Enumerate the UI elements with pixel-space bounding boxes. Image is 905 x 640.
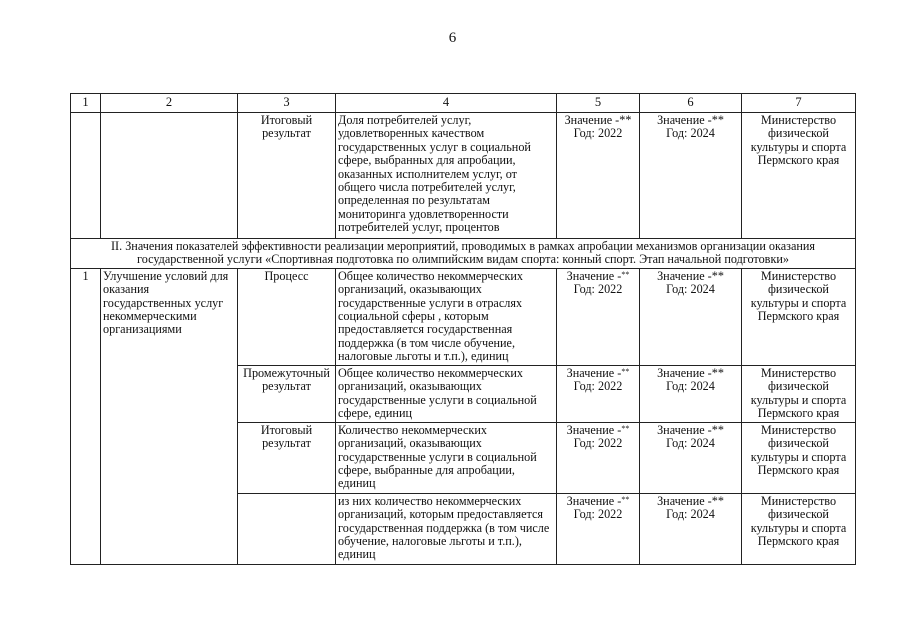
- row-indicator: Количество некоммерческих организаций, оказывающих государственные услуги в социальной сфере, выбранные для апробации, единиц: [336, 422, 557, 493]
- value-year: Год: 2022: [573, 282, 623, 297]
- value-label: Значение -**: [564, 113, 632, 127]
- row-type: Процесс: [238, 268, 336, 365]
- row-indicator: Доля потребителей услуг, удовлетворенных качеством государственных услуг в социальной сфере, выбранных для апробации, оказанных исполнителем услуг, от общего числа потребителей услуг, определенная по результатам мониторинга удовлетворенности потребителей услуг, процентов: [336, 113, 557, 239]
- table-row: [71, 268, 856, 365]
- value-year: Год: 2024: [666, 436, 715, 451]
- value-2022-cell: [557, 422, 640, 493]
- value-year: Год: 2024: [666, 379, 715, 394]
- row-type: Итоговый результат: [238, 422, 336, 493]
- value-year: Год: 2024: [666, 282, 715, 297]
- responsible-ministry: Министерство физической культуры и спорта Пермского края: [742, 422, 856, 493]
- responsible-ministry: Министерство физической культуры и спорта Пермского края: [742, 268, 856, 365]
- section-row: [71, 239, 856, 269]
- value-year: Год: 2022: [573, 126, 623, 141]
- header-col-4: 4: [336, 94, 557, 113]
- value-footnote-mark: **: [621, 423, 630, 433]
- value-label: Значение -: [566, 422, 622, 437]
- value-2022-cell: [557, 268, 640, 365]
- value-year: Год: 2022: [573, 507, 623, 522]
- row-type: Итоговый результат: [238, 113, 336, 239]
- row-num-cell: [71, 113, 101, 239]
- header-col-7: 7: [742, 94, 856, 113]
- row-type: [238, 493, 336, 564]
- header-col-3: 3: [238, 94, 336, 113]
- value-label: Значение -: [566, 365, 622, 380]
- value-2024-cell: [640, 113, 742, 239]
- value-2024-cell: [640, 365, 742, 422]
- value-label: Значение -: [566, 493, 622, 508]
- group-number: 1: [71, 268, 101, 564]
- page-number: 6: [448, 30, 457, 46]
- value-label: Значение -**: [657, 422, 724, 437]
- value-label: Значение -**: [657, 113, 724, 127]
- group-name: Улучшение условий для оказания государственных услуг некоммерческими организациями: [101, 268, 238, 564]
- row-indicator: Общее количество некоммерческих организаций, оказывающих государственные услуги в отраслях социальной сферы , которым предоставляется государственная поддержка (в том числе обучение, налоговые льготы и т.п.), единиц: [336, 268, 557, 365]
- header-col-1: 1: [71, 94, 101, 113]
- value-year: Год: 2022: [573, 436, 623, 451]
- value-year: Год: 2024: [666, 126, 715, 141]
- section-title: II. Значения показателей эффективности реализации мероприятий, проводимых в рамках апробации механизмов организации оказания государственной услуги «Спортивная подготовка по олимпийским видам спорта: конный спорт. Этап начальной подготовки»: [71, 239, 856, 269]
- indicators-table: [70, 93, 856, 565]
- value-label: Значение -**: [657, 365, 724, 380]
- table-header-row: [71, 94, 856, 113]
- header-col-5: 5: [557, 94, 640, 113]
- table-row: [71, 113, 856, 239]
- value-footnote-mark: **: [621, 366, 630, 376]
- row-indicator: Общее количество некоммерческих организаций, оказывающих государственные услуги в социальной сфере, единиц: [336, 365, 557, 422]
- value-label: Значение -**: [657, 268, 724, 283]
- value-year: Год: 2024: [666, 507, 715, 522]
- header-col-6: 6: [640, 94, 742, 113]
- value-footnote-mark: **: [621, 494, 630, 504]
- responsible-ministry: Министерство физической культуры и спорта Пермского края: [742, 113, 856, 239]
- responsible-ministry: Министерство физической культуры и спорта Пермского края: [742, 365, 856, 422]
- value-2022-cell: [557, 113, 640, 239]
- value-2024-cell: [640, 493, 742, 564]
- header-col-2: 2: [101, 94, 238, 113]
- row-name-cell: [101, 113, 238, 239]
- row-type: Промежуточный результат: [238, 365, 336, 422]
- value-2024-cell: [640, 268, 742, 365]
- value-2022-cell: [557, 493, 640, 564]
- value-footnote-mark: **: [621, 269, 630, 279]
- value-2022-cell: [557, 365, 640, 422]
- value-2024-cell: [640, 422, 742, 493]
- value-label: Значение -**: [657, 493, 724, 508]
- row-indicator: из них количество некоммерческих организаций, которым предоставляется государственная поддержка (в том числе обучение, налоговые льготы и т.п.), единиц: [336, 493, 557, 564]
- value-year: Год: 2022: [573, 379, 623, 394]
- responsible-ministry: Министерство физической культуры и спорта Пермского края: [742, 493, 856, 564]
- value-label: Значение -: [566, 268, 622, 283]
